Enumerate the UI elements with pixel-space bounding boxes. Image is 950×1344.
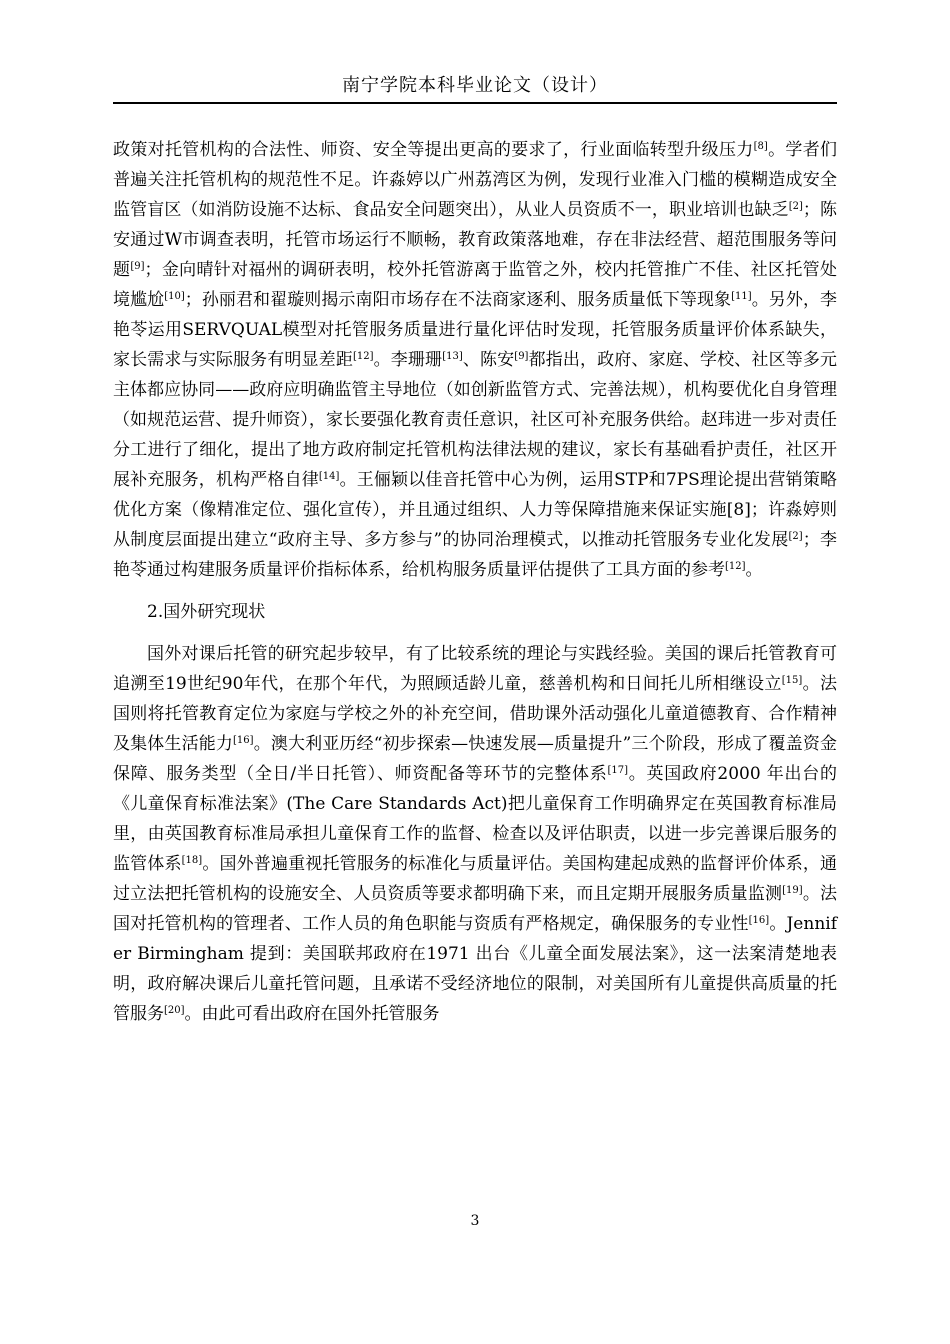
paragraph-domestic-research [113,135,837,585]
citation: [12] [725,561,746,572]
citation: [17] [607,765,628,776]
citation: [11] [731,291,752,302]
citation: [19] [782,885,803,896]
citation: [18] [181,855,203,866]
text-run: 。 [745,560,763,580]
citation: [16] [233,735,254,746]
text-run: 。另外，李艳苓运用SERVQUAL模型对托管服务质量进行量化评估时发现，托管服务质量评价体系缺失，家长需求与实际服务有明显差距 [113,290,838,370]
citation: [14] [318,471,340,482]
page-number: 3 [470,1213,480,1229]
text-run: 、陈安 [462,350,515,370]
citation: [15] [781,675,803,686]
header-rule [113,102,837,104]
text-run: 。法国则将托管教育定位为家庭与学校之外的补充空间，借助课外活动强化儿童道德教育、合作精神及集体生活能力 [113,674,838,754]
citation: [9] [130,261,145,272]
citation: [10] [164,291,185,302]
text-run: 。国外普遍重视托管服务的标准化与质量评估。美国构建起成熟的监督评价体系，通过立法把托管机构的设施安全、人员资质等要求都明确下来，而且定期开展服务质量监测 [113,854,838,904]
text-run: 。李珊珊 [373,350,443,370]
paragraph-foreign-research [113,639,837,1029]
citation: [8] [753,141,768,152]
text-run: 。王俪颖以佳音托管中心为例，运用STP和7PS理论提出营销策略优化方案（像精准定位、强化宣传），并且通过组织、人力等保障措施来保证实施[8]；许淼婷则从制度层面提出建立“政府主导、多方参与”的协同治理模式，以推动托管服务专业化发展 [113,470,837,550]
text-run: 。澳大利亚历经“初步探索—快速发展—质量提升”三个阶段，形成了覆盖资金保障、服务类型（全日/半日托管）、师资配备等环节的完整体系 [113,734,837,784]
citation: [9] [514,351,529,362]
text-run: 政策对托管机构的合法性、师资、安全等提出更高的要求了，行业面临转型升级压力 [113,140,754,160]
text-run: 。法国对托管机构的管理者、工作人员的角色职能与资质有严格规定，确保服务的专业性 [113,884,838,934]
citation: [2] [788,201,803,212]
citation: [13] [442,351,463,362]
text-run: 国外对课后托管的研究起步较早，有了比较系统的理论与实践经验。美国的课后托管教育可追溯至19世纪90年代，在那个年代，为照顾适龄儿童，慈善机构和日间托儿所相继设立 [113,644,837,694]
text-run: 都指出，政府、家庭、学校、社区等多元主体都应协同——政府应明确监管主导地位（如创新监管方式、完善法规），机构要优化自身管理（如规范运营、提升师资），家长要强化教育责任意识，社区可补充服务供给。赵玮进一步对责任分工进行了细化，提出了地方政府制定托管机构法律法规的建议，家长有基础看护责任，社区开展补充服务，机构严格自律 [113,350,837,490]
text-run: 。由此可看出政府在国外托管服务 [184,1004,440,1024]
text-run: 。英国政府2000 年出台的《儿童保育标准法案》(The Care Standards Act)把儿童保育工作明确界定在英国教育标准局里，由英国教育标准局承担儿童保育工作的监督、检查以及评估职责，以进一步完善课后服务的监管体系 [113,764,837,874]
text-run: ；金向晴针对福州的调研表明，校外托管游离于监管之外，校内托管推广不佳、社区托管处境尴尬 [113,260,838,310]
citation: [16] [748,915,770,926]
citation: [20] [164,1005,185,1016]
running-header: 南宁学院本科毕业论文（设计） [342,75,608,96]
text-run: ；陈安通过W市调查表明，托管市场运行不顺畅，教育政策落地难，存在非法经营、超范围服务等问题 [113,200,838,280]
text-run: 。Jennifer Birmingham 提到：美国联邦政府在1971 出台《儿童全面发展法案》，这一法案清楚地表明，政府解决课后儿童托管问题，且承诺不受经济地位的限制，对美国所有儿童提供高质量的托管服务 [113,914,837,1024]
citation: [2] [788,531,803,542]
citation: [12] [352,351,374,362]
section-subheading: 2.国外研究现状 [147,602,266,622]
text-run: 。学者们普遍关注托管机构的规范性不足。许淼婷以广州荔湾区为例，发现行业准入门槛的模糊造成安全监管盲区（如消防设施不达标、食品安全问题突出），从业人员资质不一，职业培训也缺乏 [113,140,838,220]
text-run: ；孙丽君和翟璇则揭示南阳市场存在不法商家逐利、服务质量低下等现象 [184,290,732,310]
text-run: ；李艳苓通过构建服务质量评价指标体系，给机构服务质量评估提供了工具方面的参考 [113,530,837,580]
body-text [113,135,837,1029]
